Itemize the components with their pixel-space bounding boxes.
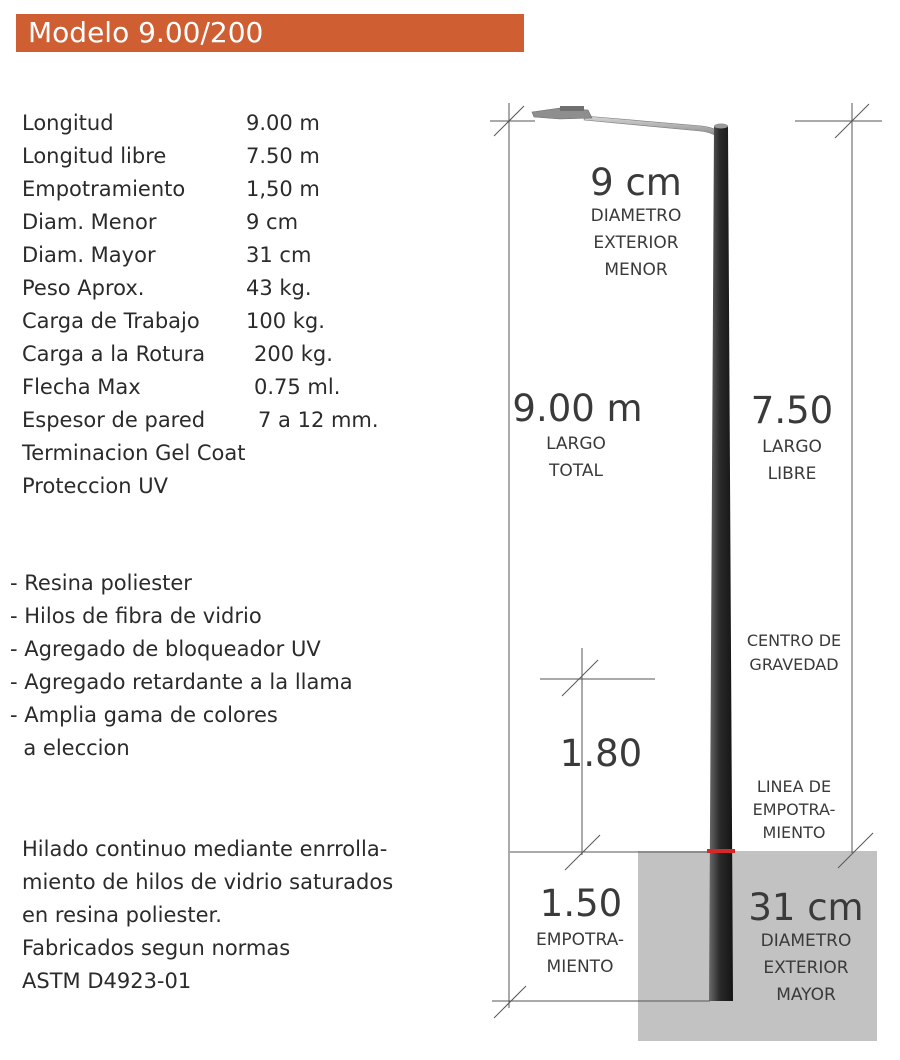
- bottom-diameter-caption: EXTERIOR: [763, 958, 849, 978]
- embedment-caption: EMPOTRA-: [536, 930, 624, 950]
- spec-value: 200 kg.: [254, 342, 333, 366]
- page-title: Modelo 9.00/200: [28, 16, 264, 49]
- tick-mark: [494, 986, 526, 1018]
- free-length-caption: LARGO: [762, 437, 822, 457]
- spec-label: Diam. Menor: [22, 210, 157, 234]
- list-item: - Agregado retardante a la llama: [10, 670, 353, 694]
- free-length-caption: LIBRE: [767, 464, 817, 484]
- total-length-value: 9.00 m: [512, 387, 643, 430]
- list-item: a eleccion: [10, 736, 130, 760]
- spec-value: 9 cm: [246, 210, 299, 234]
- description-line: en resina poliester.: [22, 903, 222, 927]
- description-line: miento de hilos de vidrio saturados: [22, 870, 394, 894]
- pole: [709, 126, 733, 1001]
- spec-value: 31 cm: [246, 243, 312, 267]
- total-length-caption: TOTAL: [549, 461, 603, 481]
- top-diameter-caption: DIAMETRO: [590, 206, 682, 226]
- spec-value: 1,50 m: [246, 177, 320, 201]
- embed-line-caption: MIENTO: [762, 823, 826, 842]
- free-length-value: 7.50: [750, 389, 834, 432]
- list-item: - Resina poliester: [10, 571, 192, 595]
- description-line: Hilado continuo mediante enrrolla-: [22, 837, 388, 861]
- spec-value: 7 a 12 mm.: [258, 408, 379, 432]
- spec-value: 7.50 m: [246, 144, 320, 168]
- center-gravity-caption: CENTRO DE: [746, 631, 842, 650]
- spec-label: Carga de Trabajo: [22, 309, 200, 333]
- list-item: - Hilos de fibra de vidrio: [10, 604, 262, 628]
- pole-top-cap: [714, 124, 728, 129]
- embed-line-caption: EMPOTRA-: [752, 800, 836, 819]
- spec-label: Longitud libre: [22, 144, 167, 168]
- spec-note: Terminacion Gel Coat: [22, 441, 246, 465]
- embed-line-caption: LINEA DE: [756, 777, 832, 796]
- top-diameter-value: 9 cm: [590, 161, 682, 204]
- cg-height-value: 1.80: [559, 732, 643, 775]
- spec-value: 0.75 ml.: [254, 375, 341, 399]
- bottom-diameter-caption: DIAMETRO: [760, 931, 852, 951]
- center-gravity-caption: GRAVEDAD: [749, 655, 839, 674]
- embed-mark: [707, 849, 735, 853]
- total-length-caption: LARGO: [546, 434, 606, 454]
- bottom-diameter-value: 31 cm: [748, 886, 864, 929]
- spec-label: Flecha Max: [22, 375, 141, 399]
- spec-label: Peso Aprox.: [22, 276, 145, 300]
- spec-note: Proteccion UV: [22, 474, 168, 498]
- bottom-diameter-caption: MAYOR: [776, 985, 836, 1005]
- list-item: - Amplia gama de colores: [10, 703, 278, 727]
- description-line: ASTM D4923-01: [22, 969, 192, 993]
- luminaire-top: [560, 106, 584, 111]
- spec-value: 100 kg.: [246, 309, 325, 333]
- spec-label: Carga a la Rotura: [22, 342, 206, 366]
- embedment-value: 1.50: [539, 882, 623, 925]
- spec-label: Espesor de pared: [22, 408, 206, 432]
- top-diameter-caption: MENOR: [604, 260, 668, 280]
- spec-label: Longitud: [22, 111, 114, 135]
- spec-label: Diam. Mayor: [22, 243, 156, 267]
- embedment-caption: MIENTO: [546, 957, 614, 977]
- top-diameter-caption: EXTERIOR: [593, 233, 679, 253]
- spec-label: Empotramiento: [22, 177, 186, 201]
- list-item: - Agregado de bloqueador UV: [10, 637, 321, 661]
- spec-value: 9.00 m: [246, 111, 320, 135]
- spec-value: 43 kg.: [246, 276, 312, 300]
- description-line: Fabricados segun normas: [22, 936, 291, 960]
- tick-mark: [562, 660, 598, 696]
- light-arm: [584, 116, 718, 136]
